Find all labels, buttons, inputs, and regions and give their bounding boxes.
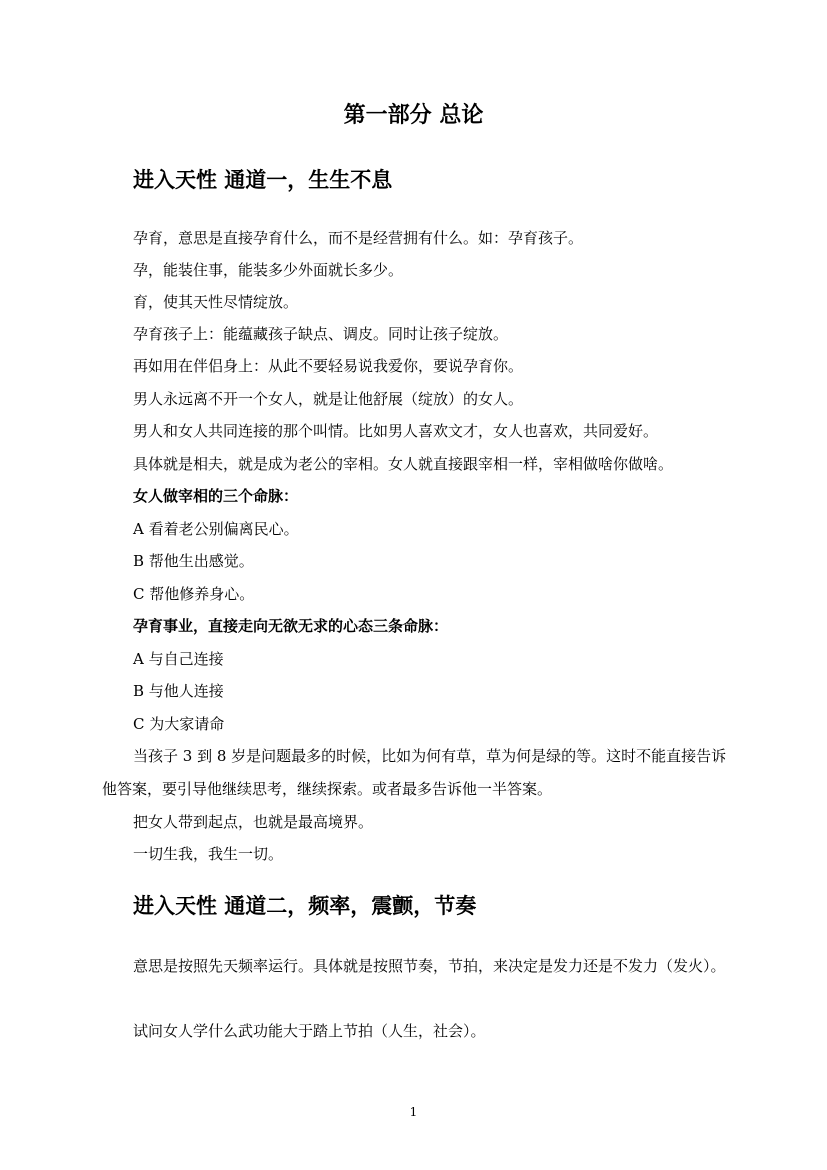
list-item: A 看着老公别偏离民心。 [133,520,299,538]
list-item: C 帮他修养身心。 [133,585,255,603]
list-item: B 帮他生出感觉。 [133,552,254,570]
page-number: 1 [409,1105,418,1119]
paragraph: 孕，能装住事，能装多少外面就长多少。 [133,261,404,279]
paragraph: 把女人带到起点，也就是最高境界。 [133,813,374,831]
paragraph: 具体就是相夫，就是成为老公的宰相。女人就直接跟宰相一样，宰相做啥你做啥。 [133,455,674,473]
paragraph: 男人和女人共同连接的那个叫情。比如男人喜欢文才，女人也喜欢，共同爱好。 [133,422,659,440]
paragraph: 试问女人学什么武功能大于踏上节拍（人生，社会）。 [133,1022,486,1040]
list-item: A 与自己连接 [133,650,224,668]
paragraph: 意思是按照先天频率运行。具体就是按照节奏，节拍，来决定是发力还是不发力（发火）。 [133,957,726,975]
list-item: C 为大家请命 [133,715,225,733]
section-heading: 进入天性 通道一，生生不息 [133,168,393,192]
subheading: 女人做宰相的三个命脉： [133,487,299,505]
section-heading: 进入天性 通道二，频率，震颤，节奏 [133,894,477,918]
paragraph: 育，使其天性尽情绽放。 [133,293,299,311]
paragraph: 当孩子 3 到 8 岁是问题最多的时候，比如为何有草，草为何是绿的等。这时不能直接告诉他答案，要引导他继续思考，继续探索。或者最多告诉他一半答案。 [102,747,727,798]
paragraph: 一切生我，我生一切。 [133,845,284,863]
paragraph: 男人永远离不开一个女人，就是让他舒展（绽放）的女人。 [133,390,524,408]
list-item: B 与他人连接 [133,682,224,700]
paragraph: 孕育孩子上：能蕴藏孩子缺点、调皮。同时让孩子绽放。 [133,325,509,343]
page-title: 第一部分 总论 [343,103,484,128]
subheading: 孕育事业，直接走向无欲无求的心态三条命脉： [133,617,449,635]
paragraph: 孕育，意思是直接孕育什么，而不是经营拥有什么。如：孕育孩子。 [133,229,584,247]
paragraph: 再如用在伴侣身上：从此不要轻易说我爱你，要说孕育你。 [133,357,524,375]
